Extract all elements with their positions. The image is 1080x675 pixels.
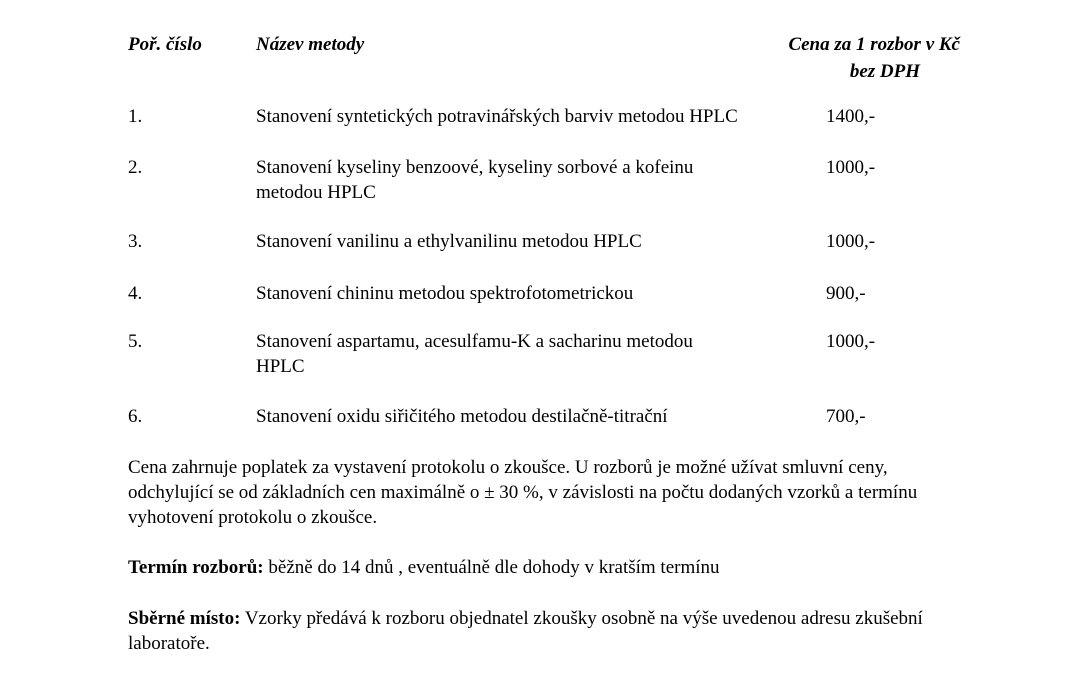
row-number: 1. [128, 106, 143, 127]
row-number: 3. [128, 231, 143, 252]
row-price: 1000,- [826, 157, 876, 178]
row-method: Stanovení aspartamu, acesulfamu-K a sacharinu metodou HPLC [256, 331, 693, 377]
term-paragraph [128, 555, 928, 580]
row-price: 1000,- [826, 231, 876, 252]
term-text: běžně do 14 dnů , eventuálně dle dohody v kratším termínu [263, 557, 720, 578]
place-text: Vzorky předává k rozboru objednatel zkoušky osobně na výše uvedenou adresu zkušební laboratoře. [128, 608, 923, 654]
header-price-line2: bez DPH [849, 61, 920, 82]
row-number: 4. [128, 283, 143, 304]
row-price: 700,- [826, 406, 866, 427]
row-number: 5. [128, 331, 143, 352]
header-number: Poř. číslo [128, 34, 202, 55]
row-price: 900,- [826, 283, 866, 304]
row-method: Stanovení oxidu siřičitého metodou destilačně-titrační [256, 406, 668, 427]
row-method: Stanovení vanilinu a ethylvanilinu metodou HPLC [256, 231, 642, 252]
price-info-paragraph: Cena zahrnuje poplatek za vystavení protokolu o zkoušce. U rozborů je možné užívat smluvní ceny, odchylující se od základních cen maximálně o ± 30 %, v závislosti na počtu dodaných vzorků a termínu vyhotovení protokolu o zkoušce. [128, 457, 918, 528]
header-price-line1: Cena za 1 rozbor v Kč [788, 34, 960, 55]
row-price: 1400,- [826, 106, 876, 127]
row-method: Stanovení chininu metodou spektrofotometrickou [256, 283, 634, 304]
place-label: Sběrné místo: [128, 608, 241, 629]
place-paragraph [128, 606, 928, 656]
term-label: Termín rozborů: [128, 557, 264, 578]
row-method: Stanovení syntetických potravinářských barviv metodou HPLC [256, 106, 738, 127]
row-price: 1000,- [826, 331, 876, 352]
header-price [740, 31, 960, 85]
header-method: Název metody [256, 34, 365, 55]
row-number: 2. [128, 157, 143, 178]
row-method: Stanovení kyseliny benzoové, kyseliny sorbové a kofeinu metodou HPLC [256, 157, 694, 203]
row-number: 6. [128, 406, 143, 427]
